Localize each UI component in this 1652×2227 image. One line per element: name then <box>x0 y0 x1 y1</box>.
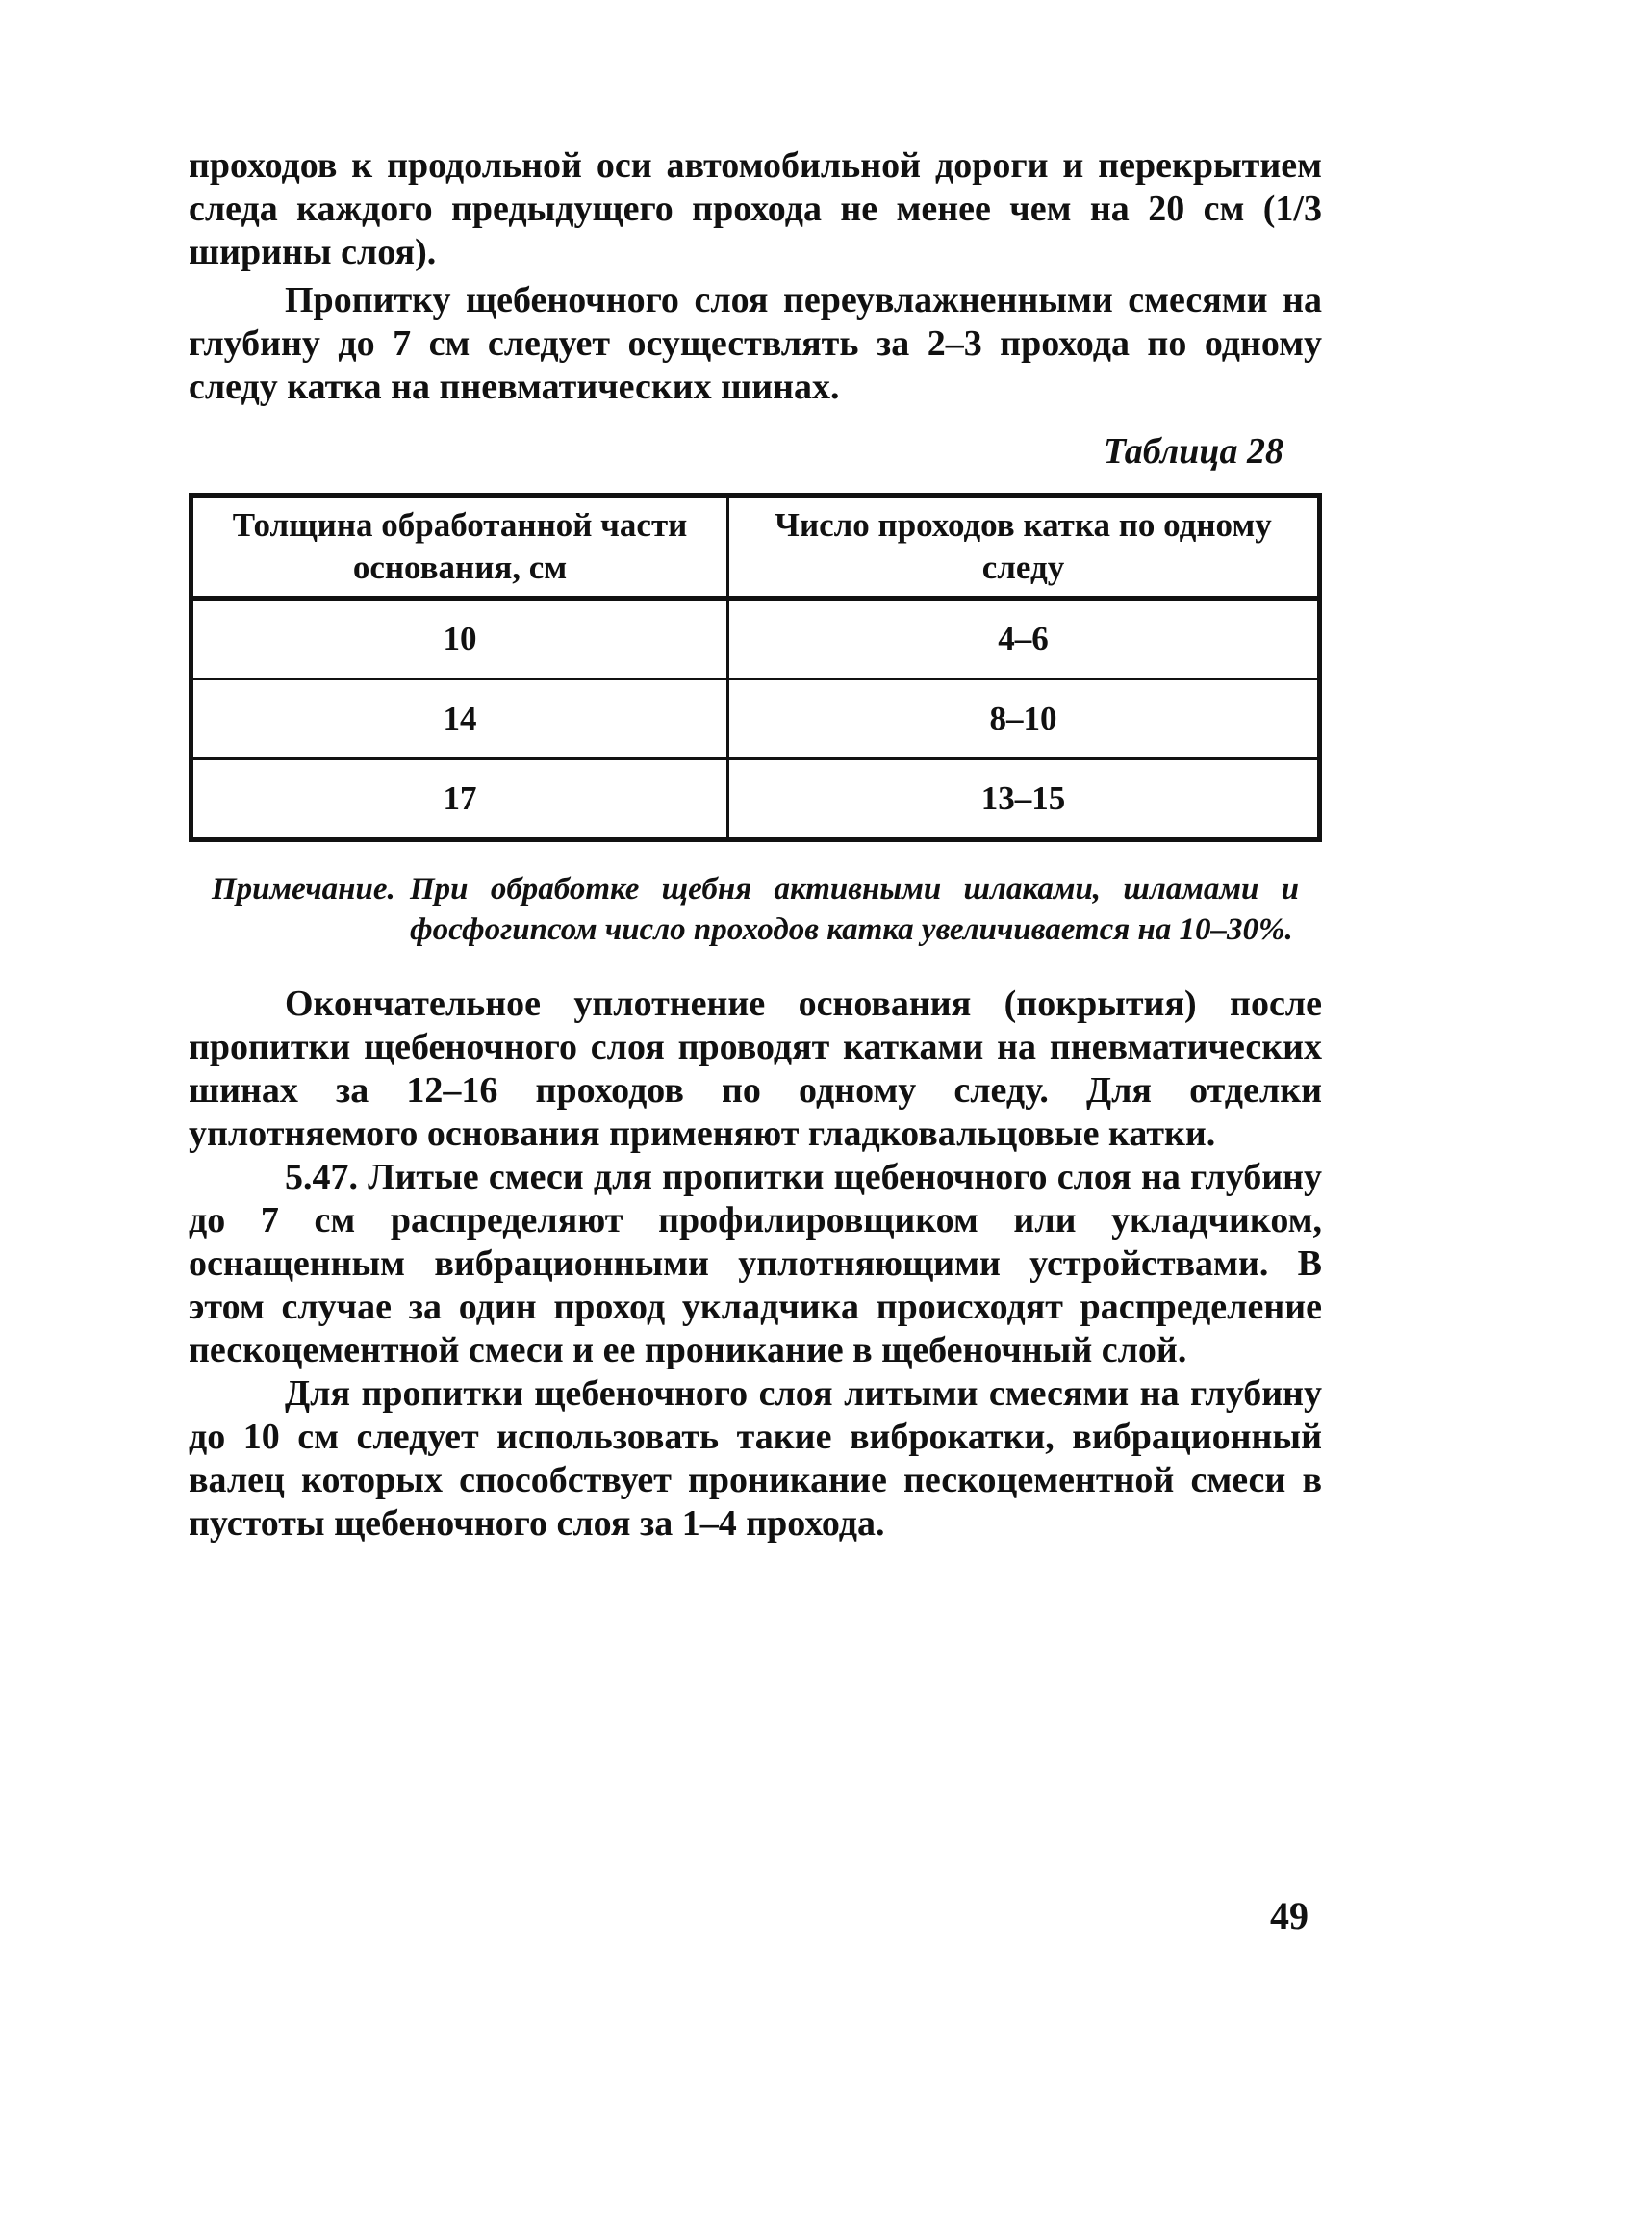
cell-thickness: 17 <box>191 759 728 840</box>
page-content <box>189 144 1322 1546</box>
note-label: Примечание. <box>212 872 395 907</box>
rolling-passes-table <box>189 493 1322 842</box>
paragraph-final-compaction: Окончательное уплотнение основания (покрытия) после пропитки щебеночного слоя проводят катками на пневматических шинах за 12–16 проходов по одному следу. Для отделки уплотняемого основания применяют гладковальцовые катки. <box>189 984 1322 1154</box>
table-row <box>191 759 1320 840</box>
header-passes: Число проходов катка по одному следу <box>728 496 1320 599</box>
cell-passes: 4–6 <box>728 599 1320 679</box>
table-caption: Таблица 28 <box>1103 431 1283 472</box>
note-text: При обработке щебня активными шлаками, шламами и фосфогипсом число проходов катка увеличивается на 10–30%. <box>410 872 1299 947</box>
table-row <box>191 679 1320 759</box>
paragraph-continuation: проходов к продольной оси автомобильной дороги и перекрытием следа каждого предыдущего прохода не менее чем на 20 см (1/3 ширины слоя). <box>189 145 1322 272</box>
table-note <box>212 869 1322 950</box>
cell-thickness: 14 <box>191 679 728 759</box>
paragraph-vibro-rollers: Для пропитки щебеночного слоя литыми смесями на глубину до 10 см следует использовать такие виброкатки, вибрационный валец которых способствует проникание пескоцементной смеси в пустоты щебеночного слоя за 1–4 прохода. <box>189 1373 1322 1544</box>
header-thickness: Толщина обработанной части основания, см <box>191 496 728 599</box>
table-header-row <box>191 496 1320 599</box>
cell-passes: 13–15 <box>728 759 1320 840</box>
page-number: 49 <box>1270 1894 1309 1937</box>
table-row <box>191 599 1320 679</box>
paragraph-section-5-47: 5.47. Литые смеси для пропитки щебеночного слоя на глубину до 7 см распределяют профилировщиком или укладчиком, оснащенным вибрационными уплотняющими устройствами. В этом случае за один проход укладчика происходят распределение пескоцементной смеси и ее проникание в щебеночный слой. <box>189 1157 1322 1370</box>
paragraph-impregnation: Пропитку щебеночного слоя переувлажненными смесями на глубину до 7 см следует осуществлять за 2–3 прохода по одному следу катка на пневматических шинах. <box>189 280 1322 407</box>
cell-passes: 8–10 <box>728 679 1320 759</box>
cell-thickness: 10 <box>191 599 728 679</box>
